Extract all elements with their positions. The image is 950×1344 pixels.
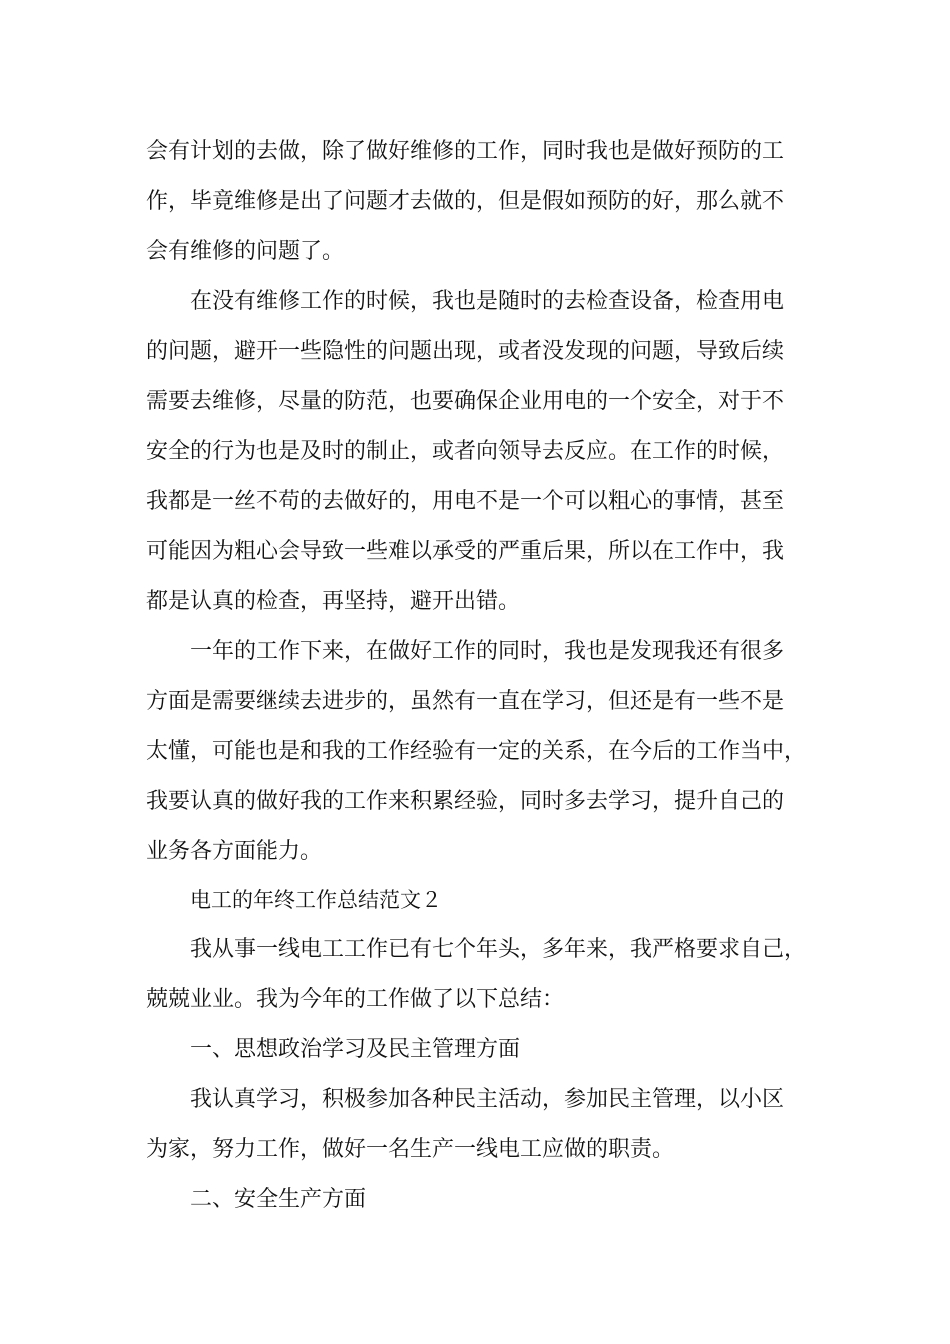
section-heading: 一、思想政治学习及民主管理方面 (190, 1037, 521, 1062)
paragraph-line: 在没有维修工作的时候，我也是随时的去检查设备，检查用电 (190, 289, 785, 314)
paragraph-line: 的问题，避开一些隐性的问题出现，或者没发现的问题，导致后续 (146, 339, 785, 364)
paragraph-line: 兢兢业业。我为今年的工作做了以下总结： (146, 987, 565, 1012)
paragraph-line: 作，毕竟维修是出了问题才去做的，但是假如预防的好，那么就不 (146, 189, 785, 214)
paragraph-line: 一年的工作下来，在做好工作的同时，我也是发现我还有很多 (190, 639, 785, 664)
paragraph-line: 可能因为粗心会导致一些难以承受的严重后果，所以在工作中，我 (146, 539, 785, 564)
section-title: 电工的年终工作总结范文２ (190, 888, 442, 912)
paragraph-line: 安全的行为也是及时的制止，或者向领导去反应。在工作的时候， (146, 439, 785, 464)
paragraph-line: 我都是一丝不苟的去做好的，用电不是一个可以粗心的事情，甚至 (146, 489, 785, 514)
paragraph-line: 太懂，可能也是和我的工作经验有一定的关系，在今后的工作当中， (146, 739, 807, 764)
paragraph-line: 我要认真的做好我的工作来积累经验，同时多去学习，提升自己的 (146, 789, 785, 814)
paragraph-line: 方面是需要继续去进步的，虽然有一直在学习，但还是有一些不是 (146, 689, 785, 714)
paragraph-line: 为家，努力工作，做好一名生产一线电工应做的职责。 (146, 1137, 675, 1162)
section-heading: 二、安全生产方面 (190, 1187, 367, 1212)
paragraph-line: 会有计划的去做，除了做好维修的工作，同时我也是做好预防的工 (146, 139, 785, 164)
paragraph-line: 我从事一线电工工作已有七个年头，多年来，我严格要求自己， (190, 937, 807, 962)
paragraph-line: 都是认真的检查，再坚持，避开出错。 (146, 589, 521, 614)
paragraph-line: 我认真学习，积极参加各种民主活动，参加民主管理，以小区 (190, 1087, 785, 1112)
paragraph-line: 需要去维修，尽量的防范，也要确保企业用电的一个安全，对于不 (146, 389, 785, 414)
paragraph-line: 业务各方面能力。 (146, 839, 323, 864)
paragraph-line: 会有维修的问题了。 (146, 239, 345, 264)
